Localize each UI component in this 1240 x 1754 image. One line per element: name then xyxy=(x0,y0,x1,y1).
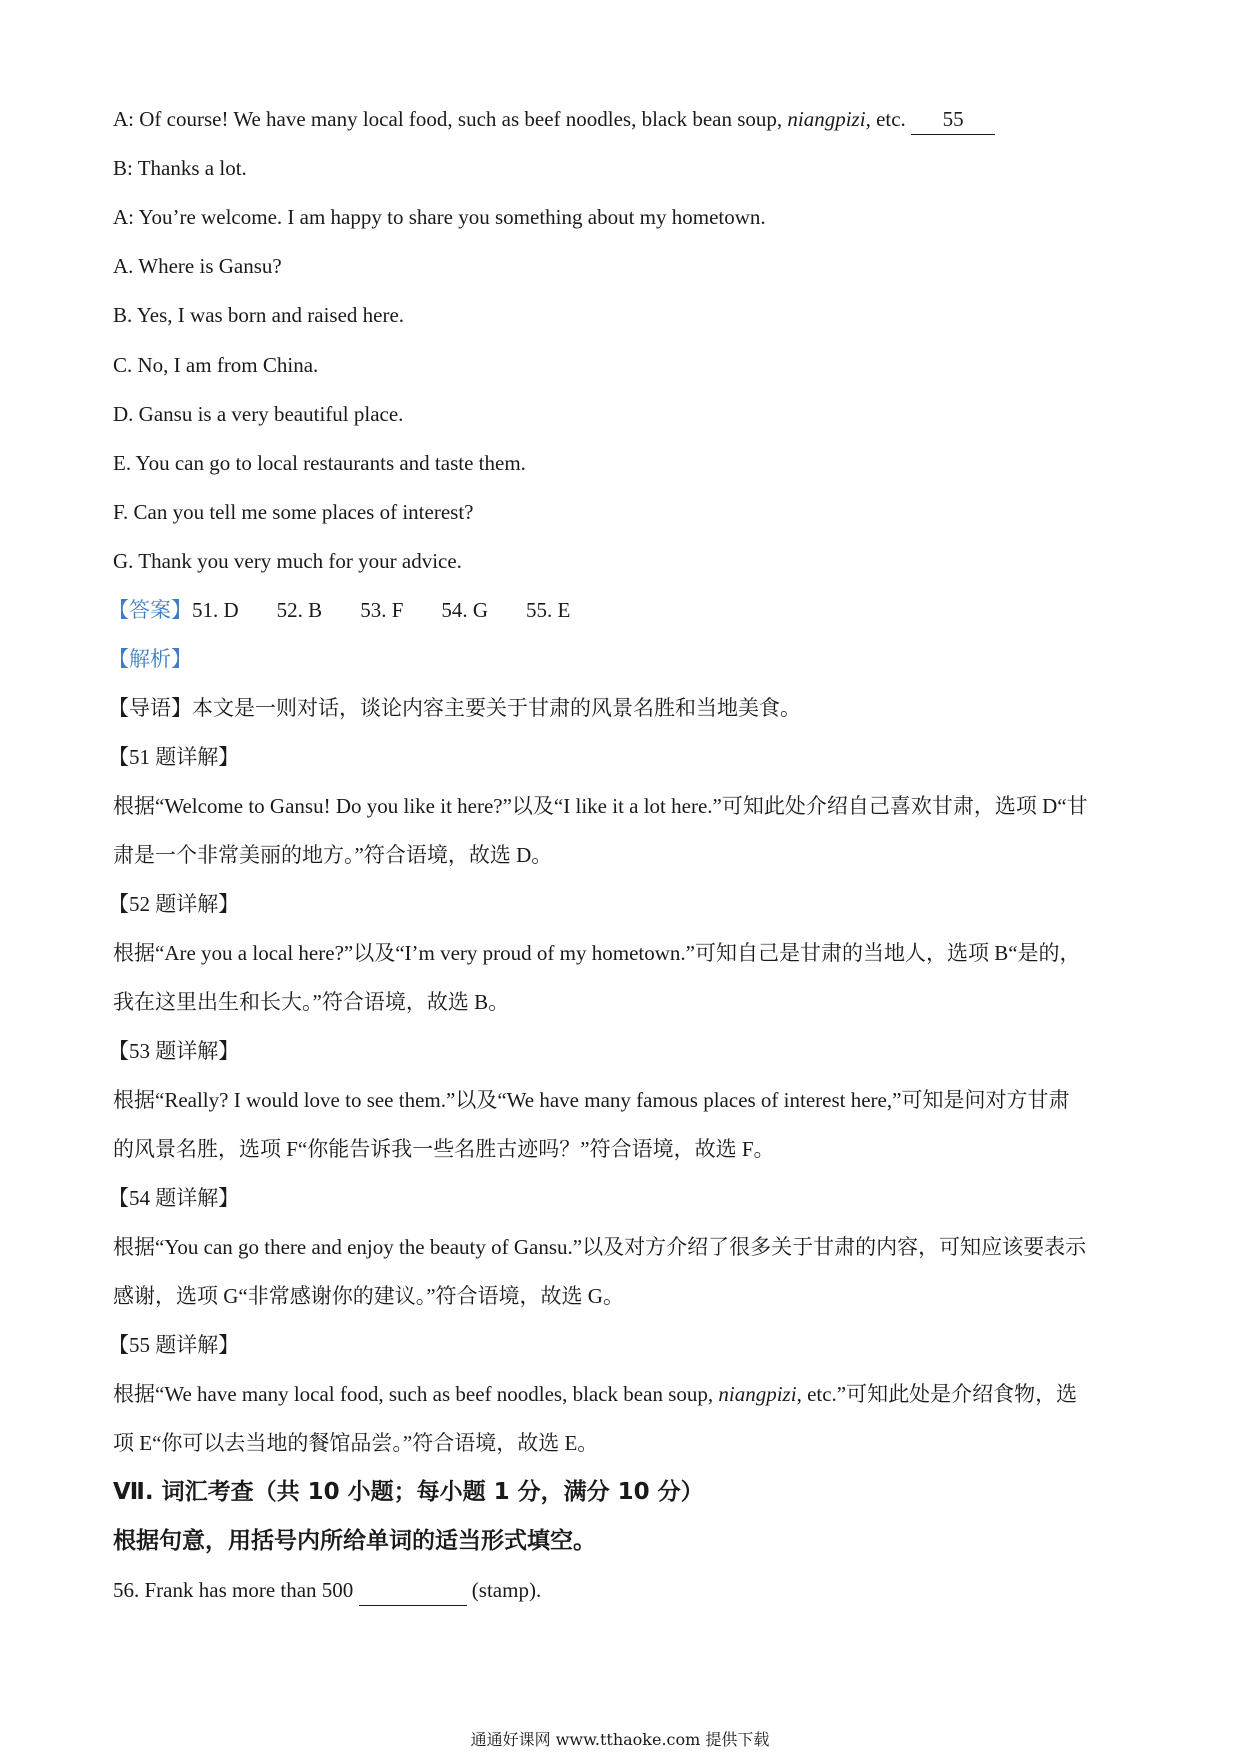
answer-item: 51. D xyxy=(192,598,239,622)
answer-blank-55: 55 xyxy=(911,104,995,135)
dialogue-text: A: Of course! We have many local food, such as beef noodles, black bean soup, xyxy=(113,107,788,131)
option-g: G. Thank you very much for your advice. xyxy=(113,549,462,573)
detail-text-54-line1: 根据“You can go there and enjoy the beauty of Gansu.”以及对方介绍了很多关于甘肃的内容，可知应该要表示 xyxy=(113,1235,1087,1259)
option-e: E. You can go to local restaurants and taste them. xyxy=(113,451,526,475)
dialogue-line-a1 xyxy=(113,104,1133,135)
detail-text: , etc.”可知此处是介绍食物，选 xyxy=(796,1382,1078,1406)
detail-heading-51: 【51 题详解】 xyxy=(108,745,240,769)
dialogue-text: , etc. xyxy=(865,107,912,131)
dialogue-italic-word: niangpizi xyxy=(787,107,866,131)
intro-text: 【导语】本文是一则对话，谈论内容主要关于甘肃的风景名胜和当地美食。 xyxy=(108,696,801,720)
answer-line xyxy=(108,595,1128,625)
question-text: (stamp). xyxy=(466,1578,542,1602)
detail-heading-53: 【53 题详解】 xyxy=(108,1039,240,1063)
dialogue-line-b: B: Thanks a lot. xyxy=(113,156,247,180)
answer-item: 52. B xyxy=(276,598,323,622)
detail-text-51-line1: 根据“Welcome to Gansu! Do you like it here?”以及“I like it a lot here.”可知此处介绍自己喜欢甘肃，选项 D“甘 xyxy=(113,794,1088,818)
dialogue-line-a2: A: You’re welcome. I am happy to share you something about my hometown. xyxy=(113,205,766,229)
detail-text-53-line1: 根据“Really? I would love to see them.”以及“We have many famous places of interest here,”可知是问对方甘肃 xyxy=(113,1088,1070,1112)
option-c: C. No, I am from China. xyxy=(113,353,319,377)
detail-text-55-line2: 项 E“你可以去当地的餐馆品尝。”符合语境，故选 E。 xyxy=(113,1431,599,1455)
detail-heading-55: 【55 题详解】 xyxy=(108,1333,240,1357)
detail-text: 根据“We have many local food, such as beef noodles, black bean soup, xyxy=(113,1382,719,1406)
option-a: A. Where is Gansu? xyxy=(113,254,282,278)
section-title: Ⅶ. 词汇考查（共 10 小题；每小题 1 分，满分 10 分） xyxy=(113,1479,704,1505)
detail-text-51-line2: 肃是一个非常美丽的地方。”符合语境，故选 D。 xyxy=(113,843,553,867)
answer-label: 【答案】 xyxy=(108,598,192,622)
analysis-label: 【解析】 xyxy=(108,647,192,671)
page-footer: 通通好课网 www.tthaoke.com 提供下载 xyxy=(470,1730,770,1749)
answer-blank-56 xyxy=(359,1575,467,1606)
detail-italic-word: niangpizi xyxy=(718,1382,797,1406)
detail-heading-54: 【54 题详解】 xyxy=(108,1186,240,1210)
question-56 xyxy=(113,1575,1133,1606)
option-f: F. Can you tell me some places of interest? xyxy=(113,500,474,524)
detail-text-52-line2: 我在这里出生和长大。”符合语境，故选 B。 xyxy=(113,990,510,1014)
option-b: B. Yes, I was born and raised here. xyxy=(113,303,405,327)
answer-item: 55. E xyxy=(526,598,571,622)
question-text: 56. Frank has more than 500 xyxy=(113,1578,359,1602)
detail-heading-52: 【52 题详解】 xyxy=(108,892,240,916)
detail-text-53-line2: 的风景名胜，选项 F“你能告诉我一些名胜古迹吗？”符合语境，故选 F。 xyxy=(113,1137,775,1161)
detail-text-52-line1: 根据“Are you a local here?”以及“I’m very proud of my hometown.”可知自己是甘肃的当地人，选项 B“是的， xyxy=(113,941,1081,965)
section-instruction: 根据句意，用括号内所给单词的适当形式填空。 xyxy=(113,1528,596,1554)
detail-text-55-line1 xyxy=(113,1379,1133,1409)
answer-item: 53. F xyxy=(360,598,404,622)
detail-text-54-line2: 感谢，选项 G“非常感谢你的建议。”符合语境，故选 G。 xyxy=(113,1284,624,1308)
answer-item: 54. G xyxy=(441,598,489,622)
option-d: D. Gansu is a very beautiful place. xyxy=(113,402,404,426)
